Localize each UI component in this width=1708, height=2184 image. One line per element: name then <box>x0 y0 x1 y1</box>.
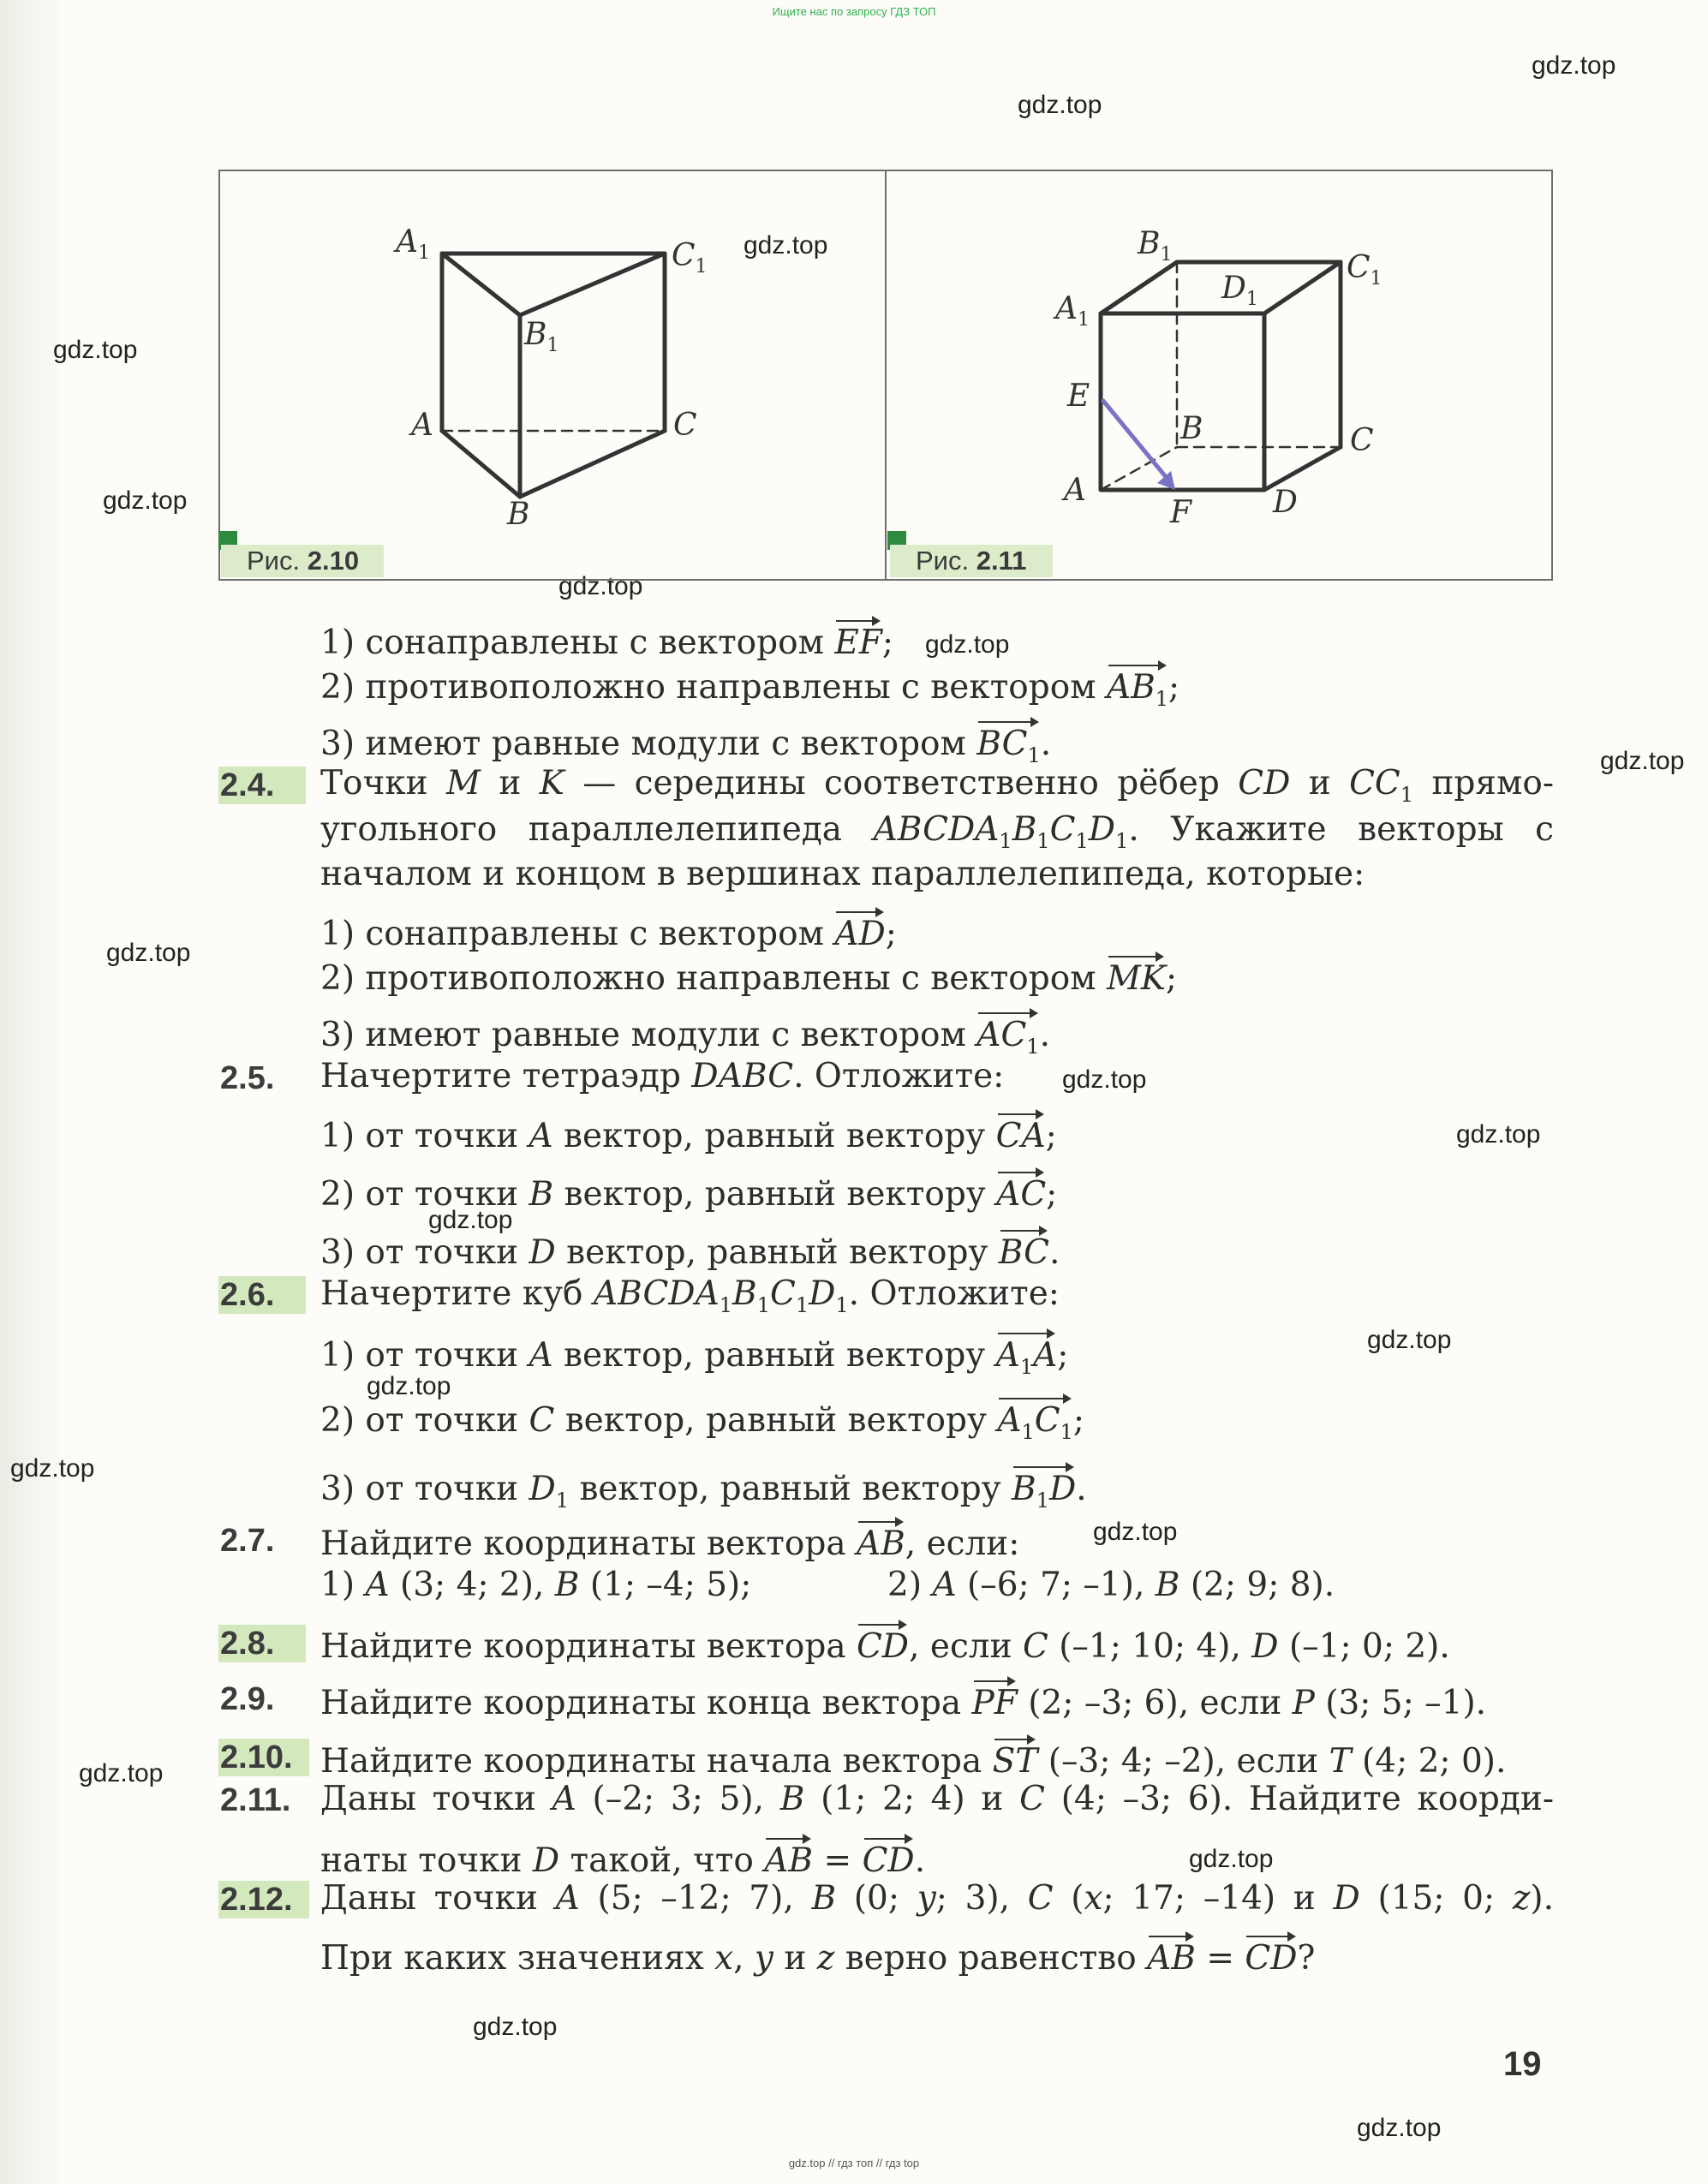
vertex-label-a: A <box>411 408 433 443</box>
text-line: началом и концом в вершинах параллелепипеда, которые: <box>320 855 1365 893</box>
cube-drawing <box>1101 262 1341 490</box>
watermark: gdz.top <box>367 1372 451 1400</box>
watermark: gdz.top <box>473 2013 558 2041</box>
vertex-label-e: E <box>1067 379 1090 414</box>
watermark: gdz.top <box>1093 1518 1178 1546</box>
text-line: 3) имеют равные модули с вектором $AC_1$. <box>320 1011 1050 1066</box>
vertex-label-f: F <box>1170 495 1191 530</box>
page-edge-shade <box>0 0 60 2184</box>
vertex-label-b: B <box>1180 411 1203 446</box>
watermark: gdz.top <box>1600 747 1685 775</box>
text-line: 3) от точки $D_1$ вектор, равный вектору $B_1D$. <box>320 1465 1087 1520</box>
text-line: Найдите координаты начала вектора ST (–3; 4; –2), если T (4; 2; 0). <box>320 1737 1506 1781</box>
watermark: gdz.top <box>1367 1326 1452 1354</box>
figure-caption-2-11 <box>890 545 1053 577</box>
text-line: 2) противоположно направлены с вектором MK; <box>320 954 1177 999</box>
caption-prefix: Рис. <box>916 546 970 576</box>
vertex-label-d: D <box>1273 485 1298 520</box>
text-line: Найдите координаты вектора CD, если C (–1; 10; 4), D (–1; 0; 2). <box>320 1622 1450 1667</box>
text-line: 2) A (–6; 7; –1), B (2; 9; 8). <box>887 1566 1335 1604</box>
text-line: 3) имеют равные модули с вектором $BC_1$. <box>320 719 1051 775</box>
watermark: gdz.top <box>558 572 643 600</box>
text-line: Даны точки A (5; –12; 7), B (0; y; 3), C (x; 17; –14) и D (15; 0; z). <box>320 1879 1555 1918</box>
problem-number: 2.12. <box>218 1881 309 1918</box>
text-line: 1) сонаправлены с вектором AD; <box>320 910 897 954</box>
header-note: Ищите нас по запросу ГДЗ ТОП <box>772 5 936 18</box>
caption-number: 2.10 <box>307 546 360 576</box>
watermark: gdz.top <box>1456 1120 1541 1149</box>
page-number: 19 <box>1503 2045 1542 2083</box>
watermark: gdz.top <box>79 1759 164 1787</box>
vertex-label-d1: $D_1$ <box>1221 271 1258 311</box>
watermark: gdz.top <box>53 336 138 364</box>
text-line: Начертите куб $ABCDA_1B_1C_1D_1$. Отложите: <box>320 1274 1060 1317</box>
caption-number: 2.11 <box>976 546 1027 576</box>
caption-prefix: Рис. <box>247 546 301 576</box>
text-line: 1) от точки A вектор, равный вектору $A_1A$; <box>320 1331 1068 1387</box>
watermark: gdz.top <box>1062 1065 1147 1094</box>
text-line: 2) от точки B вектор, равный вектору AC; <box>320 1170 1057 1214</box>
vertex-label-b1: $B_1$ <box>524 317 559 357</box>
problem-number: 2.7. <box>220 1523 275 1559</box>
figure-caption-2-10 <box>221 545 384 577</box>
vertex-label-a1: $A_1$ <box>396 224 430 265</box>
text-line: Точки M и K — середины соответственно рёбер CD и $CC_1$ прямо- <box>320 764 1554 807</box>
prism-drawing <box>442 254 665 497</box>
problem-number: 2.5. <box>220 1060 275 1096</box>
problem-number: 2.6. <box>218 1276 306 1314</box>
watermark: gdz.top <box>925 630 1010 659</box>
text-line: Начертите тетраэдр DABC. Отложите: <box>320 1057 1005 1095</box>
problem-number: 2.11. <box>220 1782 291 1818</box>
problem-number: 2.4. <box>218 767 306 804</box>
text-line: угольного параллелепипеда $ABCDA_1B_1C_1D_1$. Укажите векторы с <box>320 810 1554 853</box>
vertex-label-a: A <box>1064 473 1086 508</box>
watermark: gdz.top <box>1532 51 1616 80</box>
vertex-label-c1: $C_1$ <box>672 238 708 278</box>
text-line: наты точки D такой, что AB = CD. <box>320 1836 925 1881</box>
watermark: gdz.top <box>1357 2114 1442 2142</box>
footer-note: gdz.top // гдз топ // гдз top <box>788 2157 920 2169</box>
vertex-label-c1: $C_1$ <box>1347 250 1383 290</box>
vertex-label-b1: $B_1$ <box>1138 226 1173 266</box>
problem-number: 2.10. <box>218 1739 309 1776</box>
watermark: gdz.top <box>103 486 188 515</box>
watermark: gdz.top <box>10 1454 95 1483</box>
problem-number: 2.8. <box>218 1625 306 1662</box>
watermark: gdz.top <box>106 939 191 967</box>
text-line: 2) от точки C вектор, равный вектору $A_1C_1$; <box>320 1396 1084 1452</box>
vertex-label-c: C <box>673 408 697 443</box>
text-line: 2) противоположно направлены с вектором $AB_1$; <box>320 663 1179 719</box>
text-line: 1) сонаправлены с вектором EF; <box>320 618 893 663</box>
text-line: 1) от точки A вектор, равный вектору CA; <box>320 1112 1057 1156</box>
watermark: gdz.top <box>744 231 828 260</box>
text-line: Найдите координаты конца вектора PF (2; –3; 6), если P (3; 5; –1). <box>320 1679 1486 1723</box>
watermark: gdz.top <box>1189 1845 1274 1873</box>
vector-ef-arrow <box>1103 401 1175 490</box>
text-line: При каких значениях x, y и z верно равенство AB = CD? <box>320 1934 1315 1978</box>
vertex-label-b: B <box>507 497 530 532</box>
vertex-label-a1: $A_1$ <box>1055 291 1090 331</box>
text-line: Найдите координаты вектора AB, если: <box>320 1519 1019 1564</box>
problem-number: 2.9. <box>220 1681 275 1717</box>
text-line: 1) A (3; 4; 2), B (1; –4; 5); <box>320 1566 752 1604</box>
vertex-label-c: C <box>1350 423 1374 458</box>
watermark: gdz.top <box>1018 91 1102 119</box>
text-line: 3) от точки D вектор, равный вектору BC. <box>320 1228 1060 1273</box>
text-line: Даны точки A (–2; 3; 5), B (1; 2; 4) и C (4; –3; 6). Найдите коорди- <box>320 1780 1555 1818</box>
watermark: gdz.top <box>428 1206 513 1234</box>
